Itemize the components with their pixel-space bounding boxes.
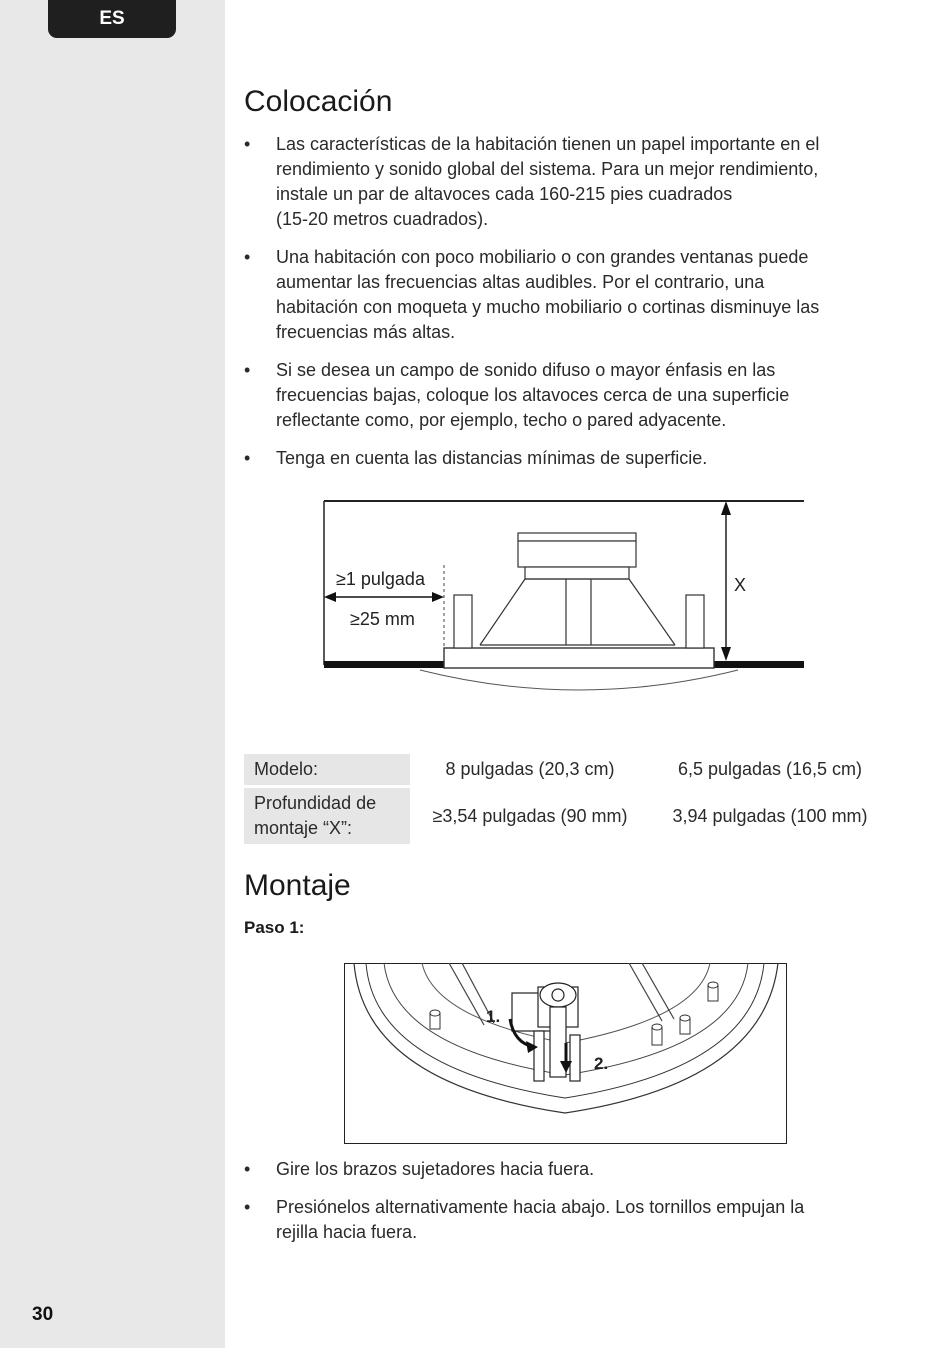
- clamp-diagram-svg: [344, 963, 787, 1145]
- bullet-line: Las características de la habitación tienen un papel importante en el: [276, 134, 820, 154]
- table-cell-value: ≥3,54 pulgadas (90 mm): [432, 805, 628, 826]
- table-cell-value: 3,94 pulgadas (100 mm): [672, 805, 868, 826]
- bullet-line: frecuencias más altas.: [276, 322, 456, 342]
- bullet-line: rendimiento y sonido global del sistema. Para un mejor rendimiento,: [276, 159, 819, 179]
- section-title-montaje: Montaje: [244, 869, 351, 902]
- bullet-dot: •: [244, 247, 251, 267]
- table-row: [244, 788, 890, 844]
- list-item: [244, 1157, 884, 1182]
- table-row: [244, 754, 890, 785]
- bullet-line: Gire los brazos sujetadores hacia fuera.: [276, 1159, 595, 1179]
- table-cell-value: 6,5 pulgadas (16,5 cm): [677, 759, 863, 779]
- bullet-dot: •: [244, 134, 251, 154]
- mounting-distance-diagram: [320, 495, 810, 695]
- bullet-dot: •: [244, 448, 251, 468]
- section-title-colocacion: Colocación: [244, 85, 393, 118]
- list-item: [244, 132, 884, 232]
- clamp-step-label-2: 2.: [594, 1054, 609, 1073]
- table-cell-label: Modelo:: [244, 754, 410, 785]
- bullet-line: Si se desea un campo de sonido difuso o mayor énfasis en las: [276, 360, 776, 380]
- table-label-line: Profundidad de: [254, 793, 377, 813]
- bullet-line: reflectante como, por ejemplo, techo o pared adyacente.: [276, 410, 727, 430]
- bullet-line: (15-20 metros cuadrados).: [276, 209, 489, 229]
- bullet-line: rejilla hacia fuera.: [276, 1222, 418, 1242]
- bullet-dot: •: [244, 1197, 251, 1217]
- bullet-line: Una habitación con poco mobiliario o con grandes ventanas puede: [276, 247, 809, 267]
- bullet-dot: •: [244, 1159, 251, 1179]
- spec-table: [244, 751, 890, 847]
- diagram-label-inch: ≥1 pulgada: [336, 569, 425, 589]
- bullet-line: Tenga en cuenta las distancias mínimas de superficie.: [276, 448, 708, 468]
- bullet-line: aumentar las frecuencias altas audibles. Por el contrario, una: [276, 272, 765, 292]
- list-item: [244, 245, 884, 345]
- list-item: [244, 1195, 884, 1245]
- page-number: 30: [32, 1304, 54, 1325]
- list-item: [244, 446, 884, 471]
- diagram-label-x: X: [734, 575, 747, 595]
- bullet-line: Presiónelos alternativamente hacia abajo. Los tornillos empujan la: [276, 1197, 805, 1217]
- clamp-step-label-1: 1.: [486, 1007, 501, 1026]
- table-cell-label: [244, 788, 410, 844]
- bullet-dot: •: [244, 360, 251, 380]
- mounting-bullet-list: [244, 1157, 884, 1245]
- bullet-line: frecuencias bajas, coloque los altavoces cerca de una superficie: [276, 385, 790, 405]
- step-label: Paso 1:: [244, 918, 305, 937]
- page-sidebar: [0, 0, 225, 1348]
- diagram-label-mm: ≥25 mm: [350, 609, 415, 629]
- clamp-diagram: [344, 963, 787, 1145]
- list-item: [244, 358, 884, 433]
- table-cell-value: 8 pulgadas (20,3 cm): [445, 759, 615, 779]
- table-label-line: montaje “X”:: [254, 818, 353, 838]
- bullet-line: habitación con moqueta y mucho mobiliario o cortinas disminuye las: [276, 297, 820, 317]
- placement-bullet-list: [244, 132, 884, 471]
- bullet-line: instale un par de altavoces cada 160-215 pies cuadrados: [276, 184, 733, 204]
- language-tab: ES: [48, 0, 176, 38]
